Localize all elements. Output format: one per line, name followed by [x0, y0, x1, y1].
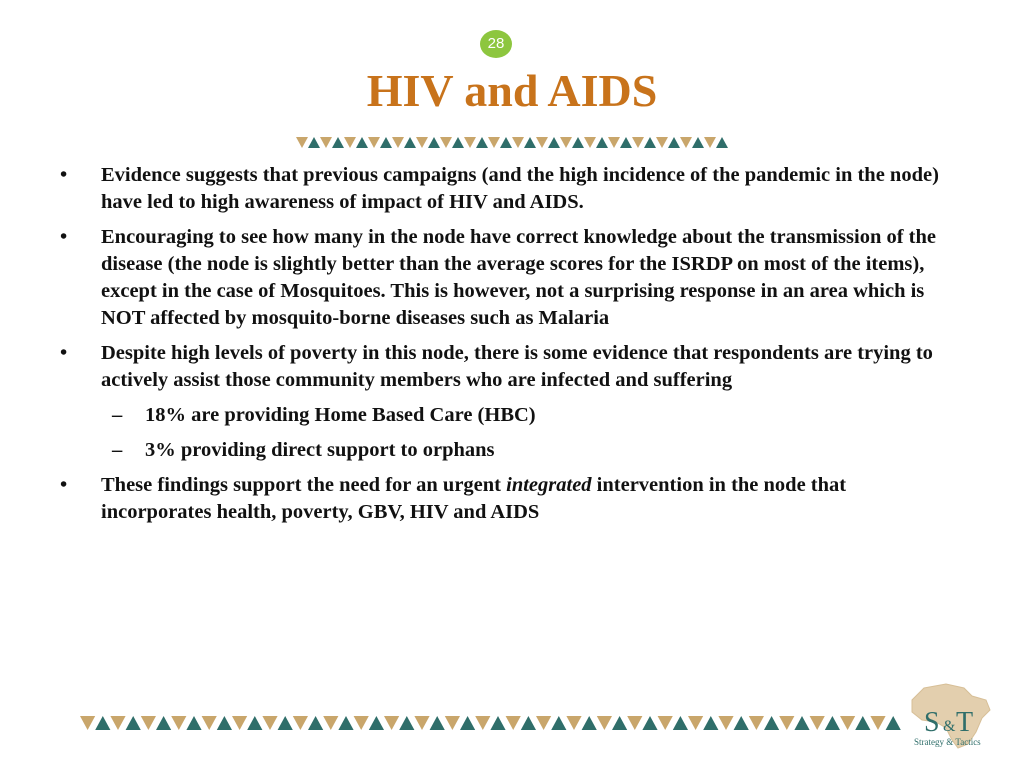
triangle-down-icon [392, 137, 404, 148]
triangle-down-icon [688, 716, 703, 730]
triangle-up-icon [620, 137, 632, 148]
triangle-up-icon [308, 716, 323, 730]
triangle-up-icon [548, 137, 560, 148]
top-triangle-border [296, 137, 728, 148]
triangle-up-icon [332, 137, 344, 148]
triangle-up-icon [673, 716, 688, 730]
bullet-awareness [60, 162, 940, 216]
st-logo [884, 682, 1008, 750]
triangle-up-icon [430, 716, 445, 730]
triangle-down-icon [840, 716, 855, 730]
triangle-up-icon [156, 716, 171, 730]
triangle-down-icon [320, 137, 332, 148]
triangle-up-icon [126, 716, 141, 730]
triangle-up-icon [582, 716, 597, 730]
triangle-up-icon [692, 137, 704, 148]
bullet-findings [60, 472, 940, 526]
triangle-up-icon [716, 137, 728, 148]
triangle-up-icon [825, 716, 840, 730]
triangle-down-icon [368, 137, 380, 148]
triangle-down-icon [323, 716, 338, 730]
triangle-up-icon [95, 716, 110, 730]
bottom-triangle-border [80, 716, 902, 730]
triangle-down-icon [627, 716, 642, 730]
triangle-up-icon [764, 716, 779, 730]
triangle-up-icon [490, 716, 505, 730]
bullet-marker: • [60, 226, 68, 248]
triangle-down-icon [536, 137, 548, 148]
triangle-up-icon [521, 716, 536, 730]
triangle-up-icon [380, 137, 392, 148]
triangle-down-icon [384, 716, 399, 730]
triangle-down-icon [718, 716, 733, 730]
bullet-marker: • [60, 474, 68, 496]
bullet-text: Evidence suggests that previous campaigns (and the high incidence of the pandemic in the node) have led to high awareness of impact of HIV and AIDS. [101, 164, 939, 213]
triangle-down-icon [296, 137, 308, 148]
sub-bullet-text: 18% are providing Home Based Care (HBC) [145, 404, 536, 426]
triangle-up-icon [217, 716, 232, 730]
triangle-down-icon [779, 716, 794, 730]
triangle-down-icon [680, 137, 692, 148]
triangle-up-icon [356, 137, 368, 148]
triangle-up-icon [338, 716, 353, 730]
triangle-down-icon [749, 716, 764, 730]
dash-marker: – [112, 439, 123, 461]
triangle-down-icon [536, 716, 551, 730]
dash-marker: – [112, 404, 123, 426]
bullet-marker: • [60, 164, 68, 186]
triangle-down-icon [656, 137, 668, 148]
slide-content [60, 162, 940, 534]
triangle-down-icon [171, 716, 186, 730]
triangle-down-icon [632, 137, 644, 148]
triangle-down-icon [344, 137, 356, 148]
logo-tagline: Strategy & Tactics [914, 737, 981, 747]
triangle-down-icon [354, 716, 369, 730]
logo-ampersand: & [943, 718, 956, 735]
triangle-up-icon [476, 137, 488, 148]
triangle-up-icon [186, 716, 201, 730]
triangle-up-icon [794, 716, 809, 730]
triangle-up-icon [278, 716, 293, 730]
triangle-up-icon [524, 137, 536, 148]
triangle-down-icon [560, 137, 572, 148]
triangle-down-icon [262, 716, 277, 730]
text-emphasis: integrated [506, 474, 592, 496]
sub-bullet-hbc [60, 402, 940, 429]
triangle-down-icon [488, 137, 500, 148]
triangle-down-icon [475, 716, 490, 730]
triangle-down-icon [608, 137, 620, 148]
triangle-down-icon [445, 716, 460, 730]
triangle-up-icon [572, 137, 584, 148]
bullet-marker: • [60, 342, 68, 364]
bullet-text: Encouraging to see how many in the node have correct knowledge about the transmission of the disease (the node is slightly better than the average scores for the ISRDP on most of the items), except in the case of Mosquitoes. This is however, not a surprising response in an area which is NOT affected by mosquito-borne diseases such as Malaria [101, 226, 936, 329]
triangle-up-icon [703, 716, 718, 730]
triangle-up-icon [855, 716, 870, 730]
triangle-up-icon [644, 137, 656, 148]
triangle-down-icon [110, 716, 125, 730]
triangle-down-icon [416, 137, 428, 148]
triangle-down-icon [506, 716, 521, 730]
triangle-up-icon [612, 716, 627, 730]
text-pre: These findings support the need for an urgent [101, 474, 507, 496]
text-post: intervention in the node that incorporates health, poverty, GBV, HIV and AIDS [101, 474, 847, 523]
logo-letter-s: S [924, 707, 940, 738]
bullet-knowledge [60, 224, 940, 332]
bullet-text [101, 474, 846, 523]
triangle-down-icon [597, 716, 612, 730]
triangle-up-icon [404, 137, 416, 148]
triangle-up-icon [428, 137, 440, 148]
triangle-down-icon [414, 716, 429, 730]
slide-title: HIV and AIDS [366, 65, 658, 116]
triangle-down-icon [704, 137, 716, 148]
bullet-text: Despite high levels of poverty in this node, there is some evidence that respondents are trying to actively assist those community members who are infected and suffering [101, 342, 933, 391]
triangle-down-icon [658, 716, 673, 730]
logo-letter-t: T [956, 707, 974, 738]
triangle-up-icon [551, 716, 566, 730]
bullet-poverty [60, 340, 940, 394]
triangle-up-icon [734, 716, 749, 730]
triangle-up-icon [452, 137, 464, 148]
triangle-up-icon [500, 137, 512, 148]
triangle-down-icon [80, 716, 95, 730]
triangle-up-icon [369, 716, 384, 730]
triangle-up-icon [596, 137, 608, 148]
triangle-down-icon [232, 716, 247, 730]
triangle-down-icon [810, 716, 825, 730]
triangle-down-icon [202, 716, 217, 730]
triangle-down-icon [512, 137, 524, 148]
triangle-up-icon [460, 716, 475, 730]
sub-bullet-orphans [60, 437, 940, 464]
triangle-up-icon [399, 716, 414, 730]
triangle-up-icon [308, 137, 320, 148]
sub-bullet-text: 3% providing direct support to orphans [145, 439, 495, 461]
triangle-up-icon [247, 716, 262, 730]
triangle-up-icon [642, 716, 657, 730]
triangle-down-icon [464, 137, 476, 148]
triangle-down-icon [584, 137, 596, 148]
triangle-down-icon [293, 716, 308, 730]
triangle-down-icon [566, 716, 581, 730]
triangle-down-icon [141, 716, 156, 730]
triangle-down-icon [440, 137, 452, 148]
page-number-badge: 28 [480, 30, 512, 58]
triangle-up-icon [668, 137, 680, 148]
